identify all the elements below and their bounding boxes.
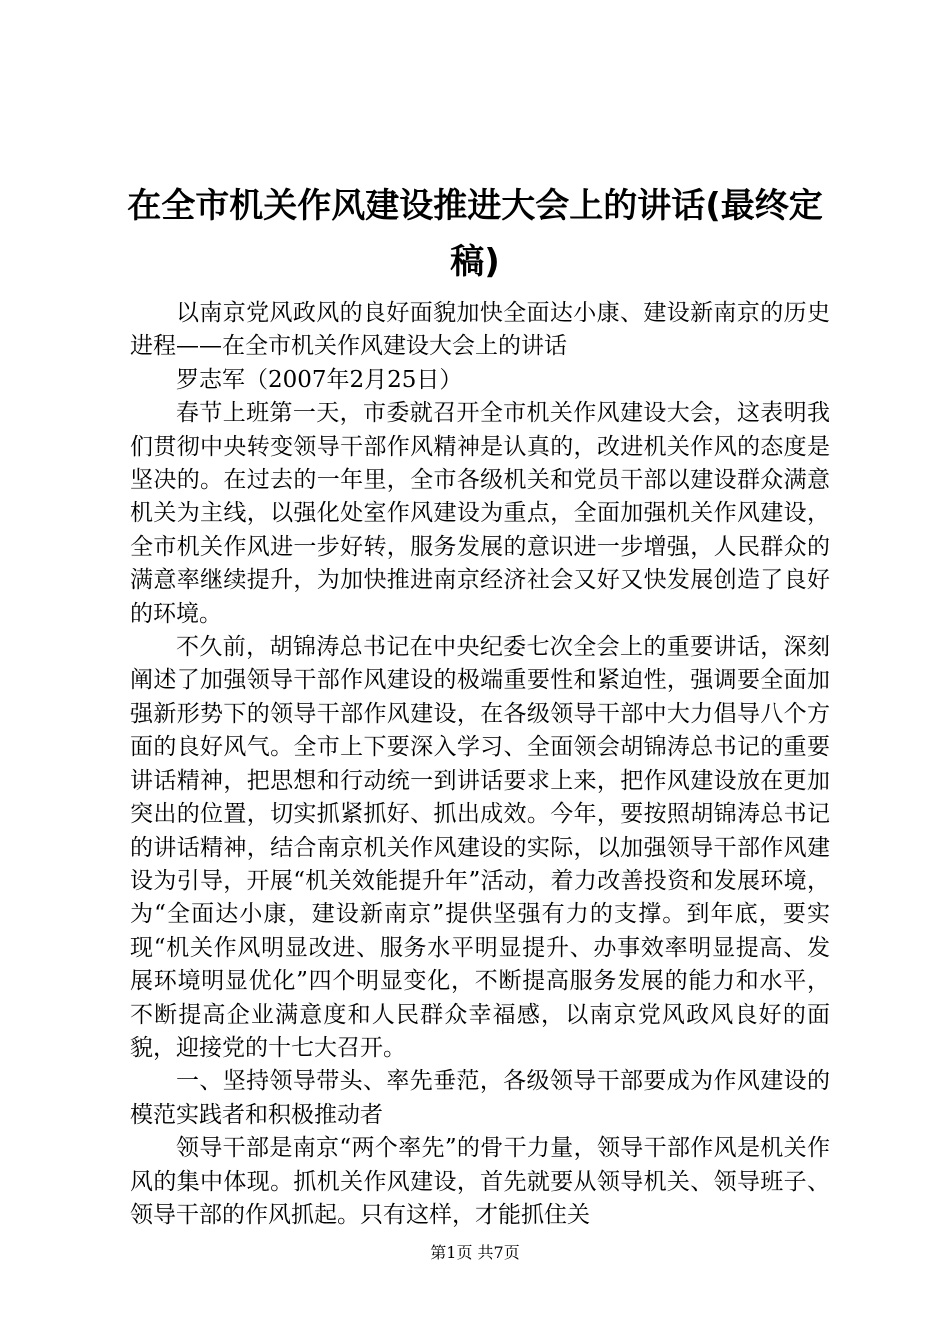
section-heading: 一、坚持领导带头、率先垂范，各级领导干部要成为作风建设的模范实践者和积极推动者 xyxy=(130,1068,830,1128)
body-paragraph: 领导干部是南京“两个率先”的骨干力量，领导干部作风是机关作风的集中体现。抓机关作风建设，首先就要从领导机关、领导班子、领导干部的作风抓起。只有这样，才能抓住关 xyxy=(130,1135,830,1228)
body-paragraph: 春节上班第一天，市委就召开全市机关作风建设大会，这表明我们贯彻中央转变领导干部作风精神是认真的，改进机关作风的态度是坚决的。在过去的一年里，全市各级机关和党员干部以建设群众满意机关为主线，以强化处室作风建设为重点，全面加强机关作风建设，全市机关作风进一步好转，服务发展的意识进一步增强，人民群众的满意率继续提升，为加快推进南京经济社会又好又快发展创造了良好的环境。 xyxy=(130,400,830,627)
body-paragraph: 不久前，胡锦涛总书记在中央纪委七次全会上的重要讲话，深刻阐述了加强领导干部作风建设的极端重要性和紧迫性，强调要全面加强新形势下的领导干部作风建设，在各级领导干部中大力倡导八个方面的良好风气。全市上下要深入学习、全面领会胡锦涛总书记的重要讲话精神，把思想和行动统一到讲话要求上来，把作风建设放在更加突出的位置，切实抓紧抓好、抓出成效。今年，要按照胡锦涛总书记的讲话精神，结合南京机关作风建设的实际，以加强领导干部作风建设为引导，开展“机关效能提升年”活动，着力改善投资和发展环境，为“全面达小康，建设新南京”提供坚强有力的支撑。到年底，要实现“机关作风明显改进、服务水平明显提升、办事效率明显提高、发展环境明显优化”四个明显变化，不断提高服务发展的能力和水平，不断提高企业满意度和人民群众幸福感，以南京党风政风良好的面貌，迎接党的十七大召开。 xyxy=(130,634,830,1061)
subtitle-paragraph: 以南京党风政风的良好面貌加快全面达小康、建设新南京的历史进程——在全市机关作风建设大会上的讲话 xyxy=(130,300,830,360)
page-footer: 第1页 共7页 xyxy=(430,1243,520,1262)
author-date-line: 罗志军（2007年2月25日） xyxy=(176,366,463,393)
document-title: 在全市机关作风建设推进大会上的讲话(最终定稿) xyxy=(127,186,823,282)
document-body xyxy=(130,297,830,1232)
